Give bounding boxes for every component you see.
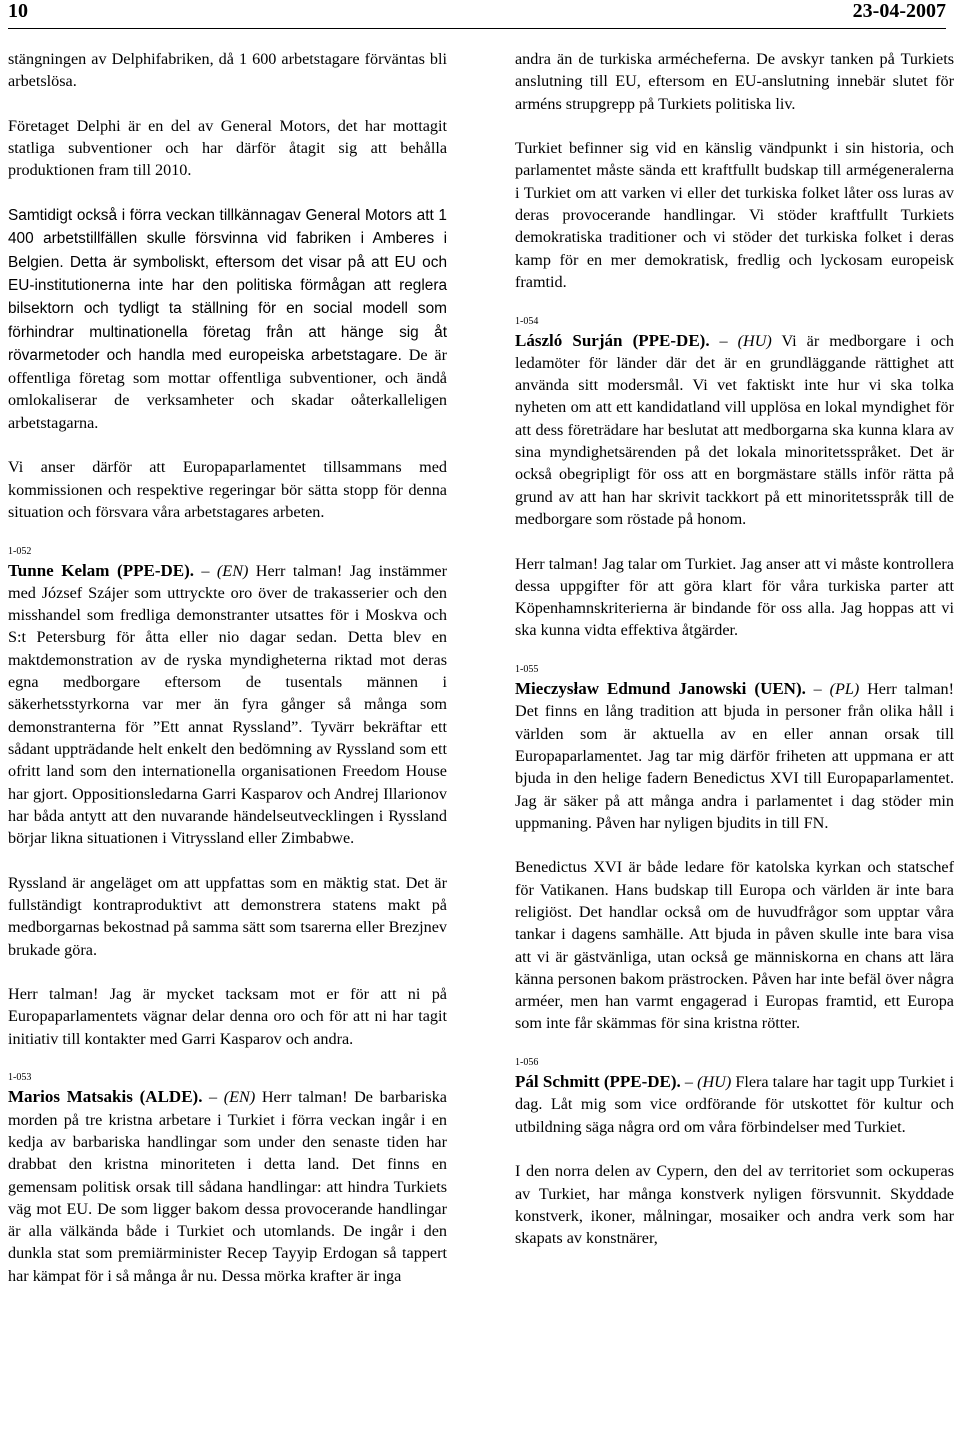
paragraph: stängningen av Delphifabriken, då 1 600 arbetstagare förväntas bli arbetslösa. — [8, 50, 447, 91]
speech-dash: – — [805, 680, 822, 699]
speech-dash: – — [680, 1073, 698, 1092]
paragraph: Ryssland är angeläget om att uppfattas som en mäktig stat. Det är fullständigt kontraproduktivt att demonstrera statens makt på medborgarnas bekostnad på samma sätt som tsarerna eller Brezjnev brukade göra. — [8, 873, 447, 959]
speaker-name: Pál Schmitt (PPE-DE). — [515, 1072, 681, 1092]
language-code: (EN) — [223, 1088, 256, 1107]
speech-marker: 1-055 — [515, 664, 539, 676]
speech-marker: 1-052 — [8, 545, 32, 557]
speech-paragraph — [8, 1086, 447, 1287]
page-number: 10 — [8, 0, 28, 22]
paragraph: Vi anser därför att Europaparlamentet tillsammans med kommissionen och respektive regeringar bör sätta stopp för denna situation och försvara våra arbetstagares arbeten. — [8, 458, 447, 521]
speech-marker: 1-054 — [515, 315, 539, 327]
paragraph: Benedictus XVI är både ledare för katolska kyrkan och statschef för Vatikanen. Hans budskap till Europa och världen är inte bara religiöst. Det handlar också om de huvudfrågor som upptar våra tankar i dagens samhälle. Att bjuda in påven skulle inte bara visa att vi är gästvänliga, utan också ge människorna en chans att lära känna personen bakom prästrocken. Påven har inte befäl över några arméer, men han varmt engagerad i Europas framtid, ett Europa som inte får skämmas för sina kristna rötter. — [515, 858, 954, 1033]
paragraph-sans-segment: Samtidigt också i förra veckan tillkännagav General Motors att 1 400 arbetstillfällen skulle försvinna vid fabriken i Amberes i Belgien. — [8, 207, 447, 271]
speech-text: Herr talman! De barbariska morden på tre kristna arbetare i Turkiet i förra veckan ingår i en kedja av barbariska handlingar som under den senaste tiden har drabbat den kristna minoriteten i detta land. Det finns en gemensam politisk orsak till sådana handlingar: att hindra Turkiets väg mot EU. De som ligger bakom dessa provocerande handlingar är alla välkända både i Turkiet och utomlands. De ingår i den dunkla stat som premiärminister Recep Tayyip Erdogan så tappert har kämpat för i så många år nu. Dessa mörka krafter är inga — [8, 1088, 447, 1285]
language-code: (HU) — [737, 331, 772, 350]
paragraph-serif-segment: De är offentliga företag som mottar offentliga subventioner, och ändå omlokaliserar de verksamheter och skadar oåterkalleligen arbetstagarna. — [8, 345, 448, 432]
page-header — [8, 0, 946, 28]
language-code: (HU) — [697, 1073, 732, 1092]
paragraph-sans-segment: Detta är symboliskt, eftersom det visar på att EU och EU-institutionerna inte har den politiska förmågan att reglera bilsektorn och tydligt ta ställning för en social modell som förhindrar multinationella företag från att hänge sig åt rövarmetoder och handla med europeiska arbetstagare. — [8, 253, 447, 364]
paragraph: Herr talman! Jag är mycket tacksam mot er för att ni på Europaparlamentets vägnar delar denna oro och för att ni har tagit initiativ till kontakter med Garri Kasparov och andra. — [8, 985, 447, 1048]
left-column — [8, 48, 447, 1309]
speech-text: Flera talare har tagit upp Turkiet i dag. Låt mig som vice ordförande för utskottet för kultur och utbildning säga några ord om våra förbindelser med Turkiet. — [515, 1073, 955, 1136]
speech-dash: – — [194, 561, 217, 580]
speaker-name: László Surján (PPE-DE). — [515, 330, 710, 350]
language-code: (PL) — [829, 680, 860, 699]
speaker-name: Tunne Kelam (PPE-DE). — [8, 560, 195, 580]
paragraph-mixed-font — [8, 204, 447, 434]
paragraph: andra än de turkiska armécheferna. De avskyr tanken på Turkiets anslutning till EU, eftersom en EU-anslutning innebär slutet för arméns strupgrepp på Turkiets politiska liv. — [515, 50, 954, 113]
speech-paragraph — [8, 560, 447, 850]
speech-paragraph — [515, 678, 954, 834]
right-column — [515, 48, 954, 1272]
speech-dash: – — [202, 1088, 224, 1107]
page-date: 23-04-2007 — [852, 0, 946, 22]
speech-marker: 1-056 — [515, 1057, 539, 1069]
speech-marker: 1-053 — [8, 1072, 32, 1084]
paragraph: Herr talman! Jag talar om Turkiet. Jag anser att vi måste kontrollera dessa uppgifter för att göra klart för våra turkiska parter att Köpenhamnskriterierna är bindande för oss alla. Jag hoppas att vi ska kunna vidta effektiva åtgärder. — [515, 554, 954, 640]
language-code: (EN) — [216, 561, 249, 580]
speaker-name: Mieczysław Edmund Janowski (UEN). — [515, 679, 806, 699]
speech-paragraph — [515, 330, 954, 531]
speaker-name: Marios Matsakis (ALDE). — [8, 1087, 203, 1107]
header-rule — [8, 28, 946, 29]
paragraph: Turkiet befinner sig vid en känslig vändpunkt i sin historia, och parlamentet måste sända ett kraftfullt budskap till armégeneralerna i Turkiet om att varken vi eller det turkiska folket låter oss luras av deras provocerande handlingar. Vi stöder kraftfullt Turkiets demokratiska traditioner och vi stöder det turkiska folket i deras kamp för en mer demokratisk, fredlig och lyckosam europeisk framtid. — [515, 139, 954, 291]
paragraph: I den norra delen av Cypern, den del av territoriet som ockuperas av Turkiet, har många konstverk nyligen försvunnit. Skyddade konstverk, ikoner, målningar, mosaiker och andra verk som har skapats av konstnärer, — [515, 1162, 954, 1248]
paragraph: Företaget Delphi är en del av General Motors, det har mottagit statliga subventioner och har därför åtagit sig att behålla produktionen fram till 2010. — [8, 116, 447, 180]
speech-text: Herr talman! Jag instämmer med József Szájer som uttryckte oro över de trakasserier och den misshandel som fredliga demonstranter utsattes för i Moskva och S:t Petersburg för åtta eller nio dagar sedan. Detta blev en maktdemonstration av de ryska myndigheterna riktad mot deras egna medborgare eftersom de tusentals männen i säkerhetsstyrkorna var mer än fyra gånger så många som demonstranterna för ”Ett annat Ryssland”. Tyvärr bekräftar ett sådant uppträdande helt enkelt den bedömning av Ryssland som ett ofritt land som den internationella organisationen Freedom House har gjort. Oppositionsledarna Garri Kasparov och Andrej Illarionov har båda antytt att den nuvarande händelseutvecklingen i Ryssland börjar likna situationen i Vitryssland eller Zimbabwe. — [8, 561, 448, 848]
speech-text: Herr talman! Det finns en lång tradition att bjuda in personer från olika håll i världen som är aktuella av en eller annan orsak till Europaparlamentet. Jag tar mig därför friheten att uppmana er att bjuda in den helige fadern Benedictus XVI till Europaparlamentet. Jag är säker på att många andra i parlamentet i dag stöder min uppmaning. Påven har nyligen bjudits in till FN. — [515, 680, 954, 832]
speech-paragraph — [515, 1071, 954, 1138]
speech-dash: – — [709, 331, 738, 350]
speech-text: Vi är medborgare i och ledamöter för länder där det är en grundläggande rättighet att använda sitt modersmål. Vi vet faktiskt inte hur vi ska tolka nyheten om att ett kandidatland vill upplösa en lokal myndighet för att dess företrädare har beslutat att medborgarna ska kunna klara av sina myndighetsärenden på det lokala minoritetsspråket. Det är också obegripligt för oss att en borgmästare ställs inför rätta på grund av att han har skrivit tackkort på ett minoritetsspråk till de medborgare som röstade på honom. — [515, 331, 954, 528]
